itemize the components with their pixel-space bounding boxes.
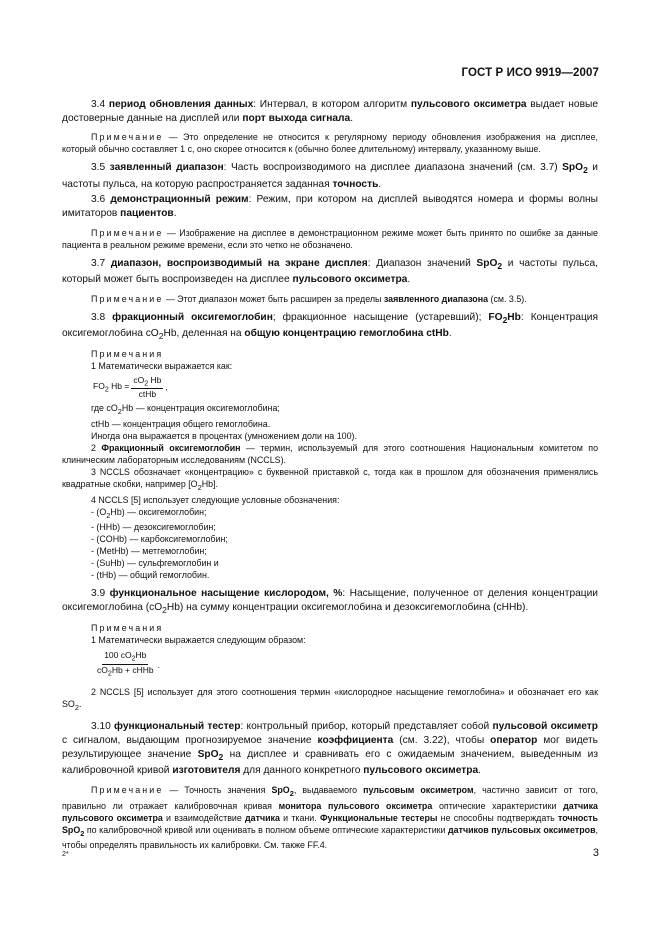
notes-label: Примечания xyxy=(91,349,164,360)
subscript: 2 xyxy=(107,669,112,678)
note-text: по калибровочной кривой или оценивать в полном объеме оптические характеристики xyxy=(84,824,449,835)
text: точность SpO xyxy=(62,812,598,835)
text: SpO xyxy=(476,257,498,269)
text: для данного конкретного xyxy=(240,765,364,777)
note-2 xyxy=(62,686,598,714)
term: фракционный оксигемоглобин xyxy=(112,311,273,323)
term-ref: датчиков пульсовых оксиметров xyxy=(448,824,596,835)
text: : Насыщение, полученное от деления концентрации оксигемоглобина (cO xyxy=(62,588,598,613)
text: Hb xyxy=(507,311,521,323)
text: Hb + cHHb xyxy=(111,665,154,676)
term-ref: коэффициента xyxy=(317,735,394,746)
subscript: 2 xyxy=(162,605,167,616)
term-ref: оператор xyxy=(490,735,538,746)
note-label: Примечание xyxy=(91,293,164,304)
note-1-where xyxy=(62,402,598,418)
term-ref: заявленного диапазона xyxy=(383,293,489,304)
text: FO xyxy=(488,311,503,323)
formula-denominator xyxy=(95,665,156,679)
text: SpO xyxy=(197,748,219,760)
term-ref: пульсового оксиметра xyxy=(292,274,408,286)
subscript: 2 xyxy=(104,385,109,394)
note-1-cthb: ctHb — концентрация общего гемоглобина. xyxy=(91,418,271,429)
text: Hb xyxy=(135,650,147,661)
term-ref: датчика пульсового оксиметра xyxy=(62,800,598,823)
subscript: 2 xyxy=(158,331,164,342)
term-ref xyxy=(488,312,520,323)
subscript: 2 xyxy=(289,788,294,798)
clause-number: 3.4 xyxy=(91,99,106,110)
subscript: 2 xyxy=(144,379,149,388)
note-label: Примечание xyxy=(91,784,164,795)
text: : Интервал, в котором алгоритм xyxy=(253,99,411,110)
text: . xyxy=(448,328,452,340)
footer-mark: 2* xyxy=(62,851,69,858)
formula-functional-saturation xyxy=(62,652,598,678)
text: Hb xyxy=(148,374,162,385)
term: демонстрационный режим xyxy=(110,194,249,206)
subscript: 2 xyxy=(106,510,111,520)
text: FO xyxy=(93,380,105,391)
note-text: — Это определение не относится к регулярному периоду обновления изображения на дисплее, который обычно составляет 1 с, оно скорее относится к (обычно более длительному) интервалу, указанному выше. xyxy=(62,132,598,155)
term: функциональный тестер xyxy=(114,721,241,733)
definition-3-6 xyxy=(62,193,598,220)
term-ref: датчика xyxy=(245,812,280,823)
note-text: и взаимодействие xyxy=(162,812,246,823)
clause-number: 3.9 xyxy=(91,588,106,600)
formula-lhs xyxy=(93,381,129,394)
text: Hb]. xyxy=(201,478,218,489)
text: : Концентрация оксигемоглобина cO xyxy=(62,311,598,340)
list-item: - (COHb) — карбоксигемоглобин; xyxy=(91,534,228,545)
term-ref: общую концентрацию гемоглобина ctHb xyxy=(244,328,449,340)
term: функциональное насыщение кислородом, % xyxy=(109,588,343,600)
text: cO xyxy=(133,374,145,385)
term-ref: Фракционный оксигемоглобин xyxy=(101,442,241,453)
text: 2 NCCLS [5] использует для этого соотношения термин «кислородное насыщение гемоглобина» и обозначает его как SO xyxy=(62,686,598,709)
term-ref: порт выхода сигнала xyxy=(242,112,351,124)
text: с сигналом, выдающим прогнозируемое значение xyxy=(62,735,318,746)
note-label: Примечание xyxy=(91,227,164,238)
text: мог видеть результирующее значение xyxy=(62,735,598,760)
text: . xyxy=(407,274,411,286)
definition-3-10 xyxy=(62,720,598,777)
term-ref xyxy=(476,258,502,269)
subscript: 2 xyxy=(80,828,85,838)
list-item: - (tHb) — общий гемоглобин. xyxy=(91,570,210,581)
text: (см. 3.22), чтобы xyxy=(393,735,491,746)
note-3-4 xyxy=(62,131,598,155)
term-ref xyxy=(198,749,224,760)
term-ref: Функциональные тестеры xyxy=(319,812,438,823)
term-ref: пациентов xyxy=(120,208,174,219)
text: Hb = xyxy=(108,380,130,391)
term-ref xyxy=(271,784,294,798)
note-text: оптические характеристики xyxy=(432,800,564,811)
term-ref: монитора пульсового оксиметра xyxy=(278,800,433,811)
definition-3-9 xyxy=(62,587,598,617)
subscript: 2 xyxy=(218,751,224,762)
subscript: 2 xyxy=(502,314,508,325)
term-ref: точность xyxy=(332,178,379,190)
definition-3-4 xyxy=(62,98,598,125)
term-ref: пульсовой оксиметр xyxy=(492,721,598,733)
term-ref: пульсового оксиметра xyxy=(363,765,479,777)
subscript: 2 xyxy=(197,482,202,492)
text: Hb — концентрация оксигемоглобина; xyxy=(121,403,280,414)
list-item: - (HHb) — дезоксигемоглобин; xyxy=(91,522,216,533)
note-text: (см. 3.5). xyxy=(488,293,527,304)
clause-number: 3.7 xyxy=(91,257,106,269)
page-number: 3 xyxy=(592,847,599,859)
formula-numerator xyxy=(131,375,163,390)
note-text: — Точность значения xyxy=(163,784,272,795)
term-ref xyxy=(562,162,588,176)
formula-denominator: ctHb xyxy=(138,389,157,400)
note-4: 4 NCCLS [5] использует следующие условные обозначения: xyxy=(91,494,340,505)
text: : Диапазон значений xyxy=(367,257,477,269)
text: Hb, деленная на xyxy=(163,328,245,340)
text: 100 cO xyxy=(104,650,132,661)
text: — термин, используемый для этого соотношения Национальным комитетом по клиническим лабораторным исследованиям (NCCLS). xyxy=(62,442,599,465)
document-header: ГОСТ Р ИСО 9919—2007 xyxy=(461,67,599,79)
text: 3 NCCLS обозначает «концентрацию» с буквенной приставкой с, тогда как в прошлом для обозначения применялись квадратные скобки, например [O xyxy=(62,466,598,489)
list-item xyxy=(62,506,598,522)
formula-numerator xyxy=(102,650,148,665)
note-3-6 xyxy=(62,227,598,251)
document-body xyxy=(62,98,598,857)
clause-number: 3.6 xyxy=(91,194,106,206)
text: выдает новые достоверные данные на дисплей или xyxy=(62,99,598,124)
subscript: 2 xyxy=(117,406,122,416)
note-label: Примечание xyxy=(91,132,164,143)
note-2 xyxy=(62,442,598,466)
subscript: 2 xyxy=(74,702,79,712)
text: . xyxy=(378,178,382,190)
text: cO xyxy=(97,665,108,676)
text: и частоты пульса, на которую распространяется заданная xyxy=(62,162,598,190)
definition-3-7 xyxy=(62,257,598,287)
note-3 xyxy=(62,466,598,494)
text: 2 xyxy=(91,442,102,453)
note-text: и ткани. xyxy=(279,812,320,823)
text: : Режим, при котором на дисплей выводятся номера и формы волны имитаторов xyxy=(62,194,598,219)
term: заявленный диапазон xyxy=(109,162,224,174)
text: SpO xyxy=(562,162,584,174)
note-text: , выдаваемого xyxy=(293,784,364,795)
text: на дисплее и сравнивать его с ожидаемым значением, выведенным из калибровочной кривой xyxy=(62,748,598,777)
text: где cO xyxy=(91,403,118,414)
notes-label: Примечания xyxy=(91,622,164,633)
note-text: не способны подтверждать xyxy=(437,812,558,823)
note-text: , частично зависит от того, правильно ли отражает калибровочная кривая xyxy=(62,784,598,811)
clause-number: 3.5 xyxy=(91,162,106,174)
term-ref: пульсовым оксиметром xyxy=(363,784,474,795)
term-ref: изготовителя xyxy=(172,765,241,777)
term: период обновления данных xyxy=(108,99,254,110)
text: : контрольный прибор, который представляет собой xyxy=(240,721,493,733)
note-1-percent: Иногда она выражается в процентах (умножением доли на 100). xyxy=(91,430,357,441)
text: : Часть воспроизводимого на дисплее диапазона значений (см. 3.7) xyxy=(223,162,563,174)
formula-fraction xyxy=(95,650,156,678)
note-text: , чтобы определять правильность их калибровки. См. также FF.4. xyxy=(62,824,598,851)
list-item: - (SuHb) — сульфгемоглобин и xyxy=(91,558,219,569)
text: Hb) — оксигемоглобин; xyxy=(110,506,207,517)
formula-end: , xyxy=(165,382,168,393)
text: . xyxy=(173,208,177,219)
text: ; фракционное насыщение (устаревший); xyxy=(272,311,489,323)
text: . xyxy=(350,112,354,124)
definition-3-8 xyxy=(62,311,598,344)
note-1: 1 Математически выражается следующим образом: xyxy=(91,634,306,645)
subscript: 2 xyxy=(131,655,136,664)
note-text: — Изображение на дисплее в демонстрационном режиме может быть принято по ошибке за данные пациента в реальном режиме времени, если это четко не обозначено. xyxy=(62,227,598,250)
formula-end: . xyxy=(157,659,160,670)
term: диапазон, воспроизводимый на экране дисплея xyxy=(110,257,368,269)
definition-3-5 xyxy=(62,161,598,191)
text: . xyxy=(78,698,82,709)
text: . xyxy=(478,765,481,777)
term-ref: пульсового оксиметра xyxy=(410,99,527,110)
subscript: 2 xyxy=(497,260,503,271)
formula-fo2hb xyxy=(62,375,598,399)
text: - (O xyxy=(91,506,107,517)
clause-number: 3.8 xyxy=(91,311,106,323)
formula-fraction xyxy=(131,375,163,400)
text: Hb) на сумму концентрации оксигемоглобина и дезоксигемоглобина (cHHb). xyxy=(166,602,529,613)
subscript: 2 xyxy=(583,165,588,176)
text: и частоты пульса, который может быть воспроизведен на дисплее xyxy=(62,257,599,286)
clause-number: 3.10 xyxy=(91,721,111,733)
note-text: — Этот диапазон может быть расширен за пределы xyxy=(163,293,384,304)
note-1: 1 Математически выражается как: xyxy=(91,361,233,372)
note-3-7 xyxy=(62,293,598,305)
text: SpO xyxy=(271,784,290,795)
note-3-10 xyxy=(62,784,598,852)
list-item: - (MetHb) — метгемоглобин; xyxy=(91,546,207,557)
